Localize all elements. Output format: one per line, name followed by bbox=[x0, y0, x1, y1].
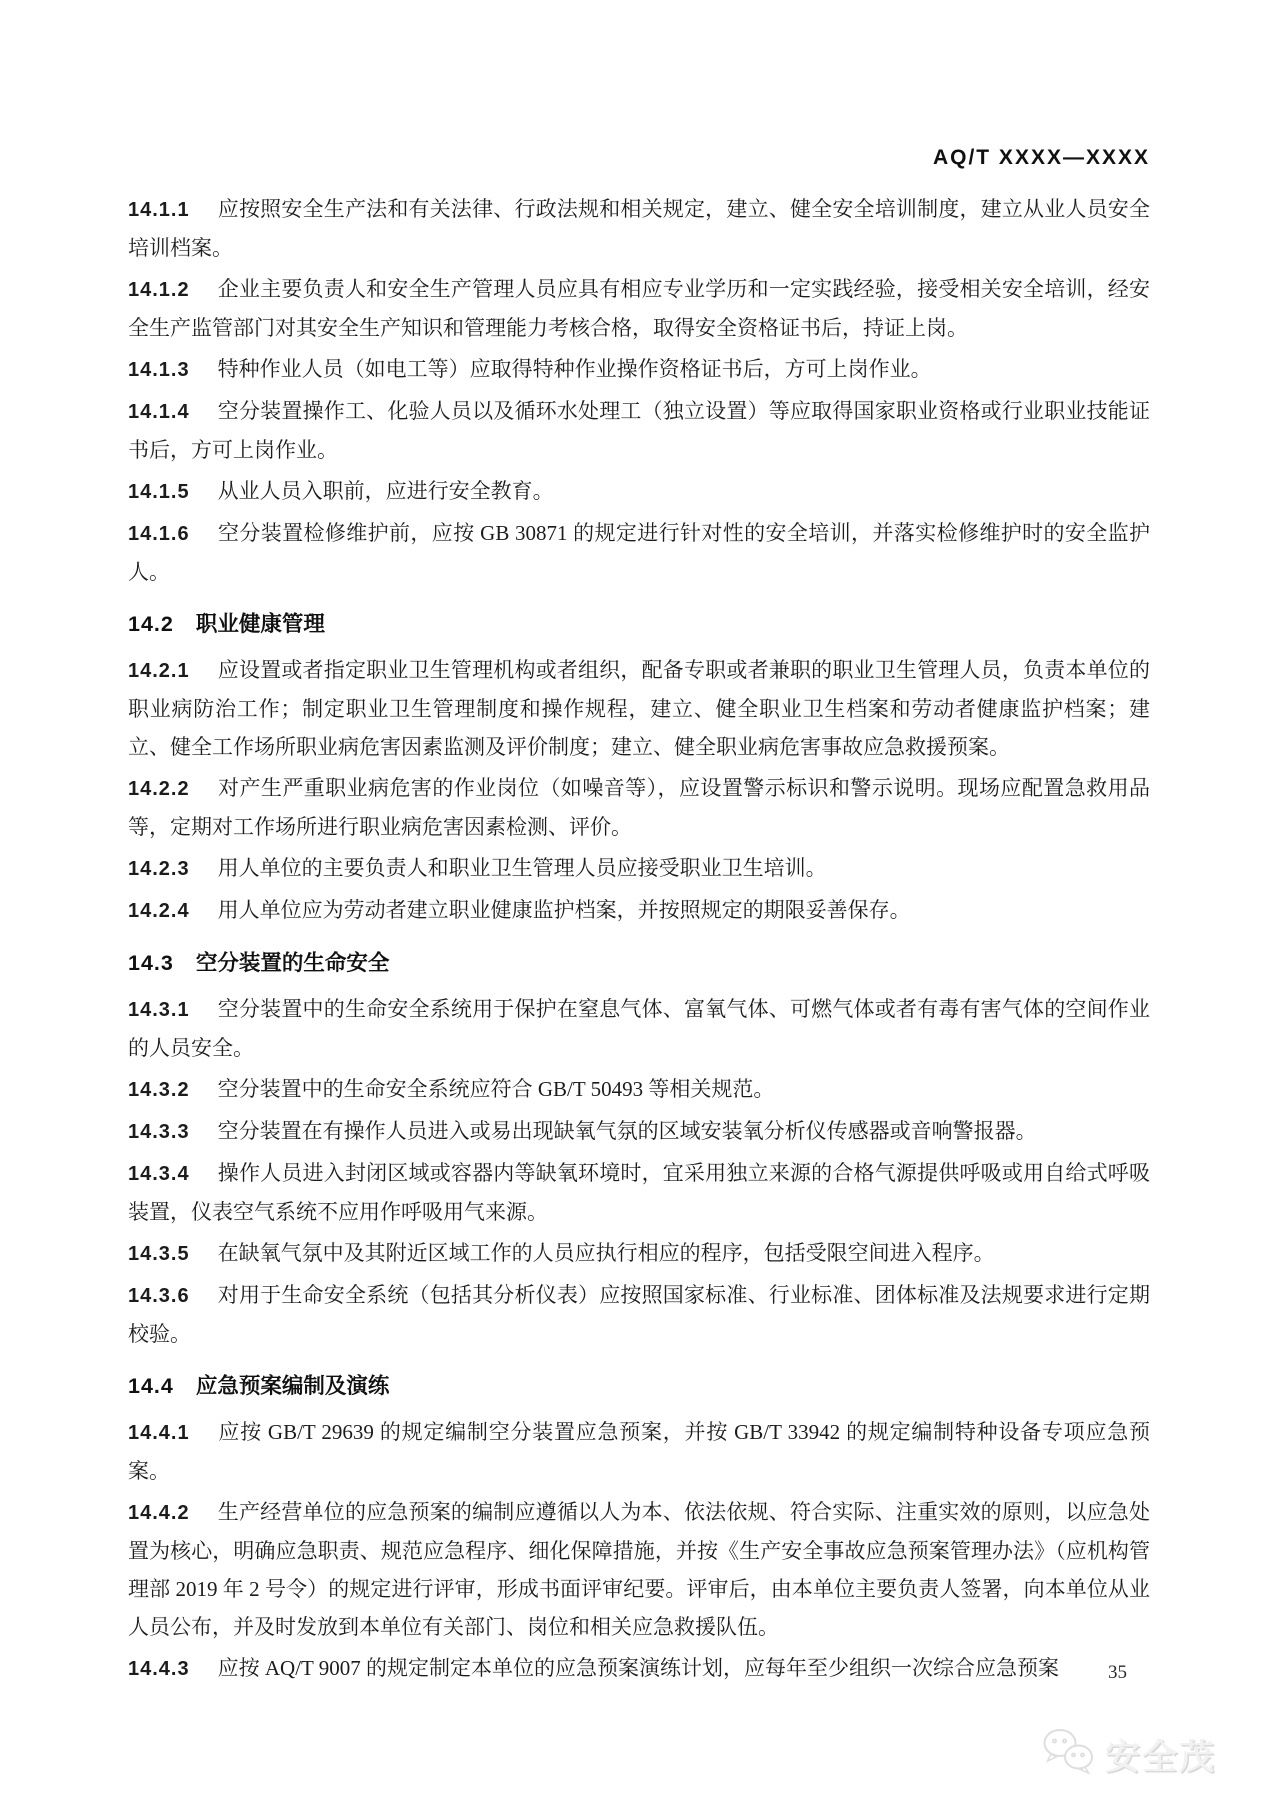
section-title: 空分装置的生命安全 bbox=[195, 951, 390, 975]
clause-number: 14.2.4 bbox=[128, 900, 190, 922]
clause-14-1-1 bbox=[128, 190, 1150, 267]
clause-text: 应按 GB/T 29639 的规定编制空分装置应急预案，并按 GB/T 33942 的规定编制特种设备专项应急预案。 bbox=[128, 1420, 1150, 1483]
clause-14-2-2 bbox=[128, 769, 1150, 846]
watermark-brand-text: 安全茂 bbox=[1104, 1737, 1216, 1777]
clause-14-1-2 bbox=[128, 270, 1150, 347]
clause-text: 应按 AQ/T 9007 的规定制定本单位的应急预案演练计划，应每年至少组织一次综合应急预案 bbox=[217, 1656, 1059, 1680]
clause-number: 14.3.2 bbox=[128, 1079, 190, 1101]
clause-14-3-6 bbox=[128, 1276, 1150, 1353]
clause-14-3-1 bbox=[128, 990, 1150, 1067]
page-number: 35 bbox=[1108, 1662, 1127, 1683]
clause-text: 空分装置在有操作人员进入或易出现缺氧气氛的区域安装氧分析仪传感器或音响警报器。 bbox=[217, 1119, 1037, 1143]
clause-14-4-3 bbox=[128, 1649, 1150, 1688]
clause-text: 空分装置检修维护前，应按 GB 30871 的规定进行针对性的安全培训，并落实检修维护时的安全监护人。 bbox=[128, 521, 1150, 584]
clause-14-4-2 bbox=[128, 1493, 1150, 1646]
clause-number: 14.1.4 bbox=[128, 401, 190, 423]
clause-14-2-1 bbox=[128, 651, 1150, 766]
clause-14-1-6 bbox=[128, 514, 1150, 591]
clause-text: 应设置或者指定职业卫生管理机构或者组织，配备专职或者兼职的职业卫生管理人员，负责本单位的职业病防治工作；制定职业卫生管理制度和操作规程，建立、健全职业卫生档案和劳动者健康监护档案；建立、健全工作场所职业病危害因素监测及评价制度；建立、健全职业病危害事故应急救援预案。 bbox=[128, 658, 1150, 759]
section-title: 应急预案编制及演练 bbox=[195, 1374, 390, 1398]
clause-14-2-4 bbox=[128, 891, 1150, 930]
clause-14-2-3 bbox=[128, 849, 1150, 888]
clause-text: 用人单位的主要负责人和职业卫生管理人员应接受职业卫生培训。 bbox=[217, 856, 827, 880]
clause-text: 生产经营单位的应急预案的编制应遵循以人为本、依法依规、符合实际、注重实效的原则，以应急处置为核心，明确应急职责、规范应急程序、细化保障措施，并按《生产安全事故应急预案管理办法》（应机构管理部 2019 年 2 号令）的规定进行评审，形成书面评审纪要。评审后，由本单位主要负责人签署，向本单位从业人员公布，并及时发放到本单位有关部门、岗位和相关应急救援队伍。 bbox=[128, 1500, 1150, 1639]
clause-number: 14.1.5 bbox=[128, 481, 190, 503]
clause-number: 14.3.1 bbox=[128, 999, 190, 1021]
clause-14-3-3 bbox=[128, 1112, 1150, 1151]
clause-number: 14.1.6 bbox=[128, 523, 190, 545]
clause-text: 应按照安全生产法和有关法律、行政法规和相关规定，建立、健全安全培训制度，建立从业人员安全培训档案。 bbox=[128, 197, 1150, 260]
clause-14-3-5 bbox=[128, 1234, 1150, 1273]
clause-number: 14.1.2 bbox=[128, 279, 190, 301]
section-heading-14-3 bbox=[128, 948, 1150, 978]
clause-text: 对产生严重职业病危害的作业岗位（如噪音等），应设置警示标识和警示说明。现场应配置急救用品等，定期对工作场所进行职业病危害因素检测、评价。 bbox=[128, 776, 1150, 839]
clause-text: 从业人员入职前，应进行安全教育。 bbox=[217, 479, 554, 503]
clause-14-1-5 bbox=[128, 472, 1150, 511]
section-heading-14-4 bbox=[128, 1371, 1150, 1401]
clause-number: 14.3.5 bbox=[128, 1243, 190, 1265]
wechat-icon bbox=[1041, 1728, 1097, 1781]
clause-number: 14.4.1 bbox=[128, 1422, 190, 1444]
section-number: 14.4 bbox=[128, 1374, 174, 1398]
clause-text: 企业主要负责人和安全生产管理人员应具有相应专业学历和一定实践经验，接受相关安全培训，经安全生产监管部门对其安全生产知识和管理能力考核合格，取得安全资格证书后，持证上岗。 bbox=[128, 277, 1150, 340]
clause-text: 对用于生命安全系统（包括其分析仪表）应按照国家标准、行业标准、团体标准及法规要求进行定期校验。 bbox=[128, 1283, 1150, 1346]
clause-number: 14.2.3 bbox=[128, 858, 190, 880]
clause-14-1-3 bbox=[128, 350, 1150, 389]
clause-text: 空分装置操作工、化验人员以及循环水处理工（独立设置）等应取得国家职业资格或行业职业技能证书后，方可上岗作业。 bbox=[128, 399, 1150, 462]
clause-number: 14.4.2 bbox=[128, 1502, 190, 1524]
clause-text: 空分装置中的生命安全系统应符合 GB/T 50493 等相关规范。 bbox=[217, 1077, 775, 1101]
clause-text: 特种作业人员（如电工等）应取得特种作业操作资格证书后，方可上岗作业。 bbox=[217, 357, 932, 381]
clause-number: 14.1.3 bbox=[128, 359, 190, 381]
clause-text: 用人单位应为劳动者建立职业健康监护档案，并按照规定的期限妥善保存。 bbox=[217, 898, 911, 922]
clause-number: 14.3.4 bbox=[128, 1163, 190, 1185]
clause-number: 14.3.6 bbox=[128, 1285, 190, 1307]
clause-14-4-1 bbox=[128, 1413, 1150, 1490]
section-number: 14.3 bbox=[128, 951, 174, 975]
clause-number: 14.1.1 bbox=[128, 199, 190, 221]
section-number: 14.2 bbox=[128, 612, 174, 636]
clause-14-3-4 bbox=[128, 1154, 1150, 1231]
clause-number: 14.2.2 bbox=[128, 778, 190, 800]
clause-number: 14.3.3 bbox=[128, 1121, 190, 1143]
clause-number: 14.4.3 bbox=[128, 1658, 190, 1680]
clause-14-3-2 bbox=[128, 1070, 1150, 1109]
clause-14-1-4 bbox=[128, 392, 1150, 469]
section-heading-14-2 bbox=[128, 609, 1150, 639]
watermark bbox=[1041, 1728, 1216, 1781]
clause-text: 在缺氧气氛中及其附近区域工作的人员应执行相应的程序，包括受限空间进入程序。 bbox=[217, 1241, 995, 1265]
section-title: 职业健康管理 bbox=[195, 612, 325, 636]
clause-text: 空分装置中的生命安全系统用于保护在窒息气体、富氧气体、可燃气体或者有毒有害气体的空间作业的人员安全。 bbox=[128, 997, 1150, 1060]
standard-code-header: AQ/T XXXX—XXXX bbox=[932, 146, 1150, 169]
clause-number: 14.2.1 bbox=[128, 660, 190, 682]
clause-text: 操作人员进入封闭区域或容器内等缺氧环境时，宜采用独立来源的合格气源提供呼吸或用自给式呼吸装置，仪表空气系统不应用作呼吸用气来源。 bbox=[128, 1161, 1150, 1224]
